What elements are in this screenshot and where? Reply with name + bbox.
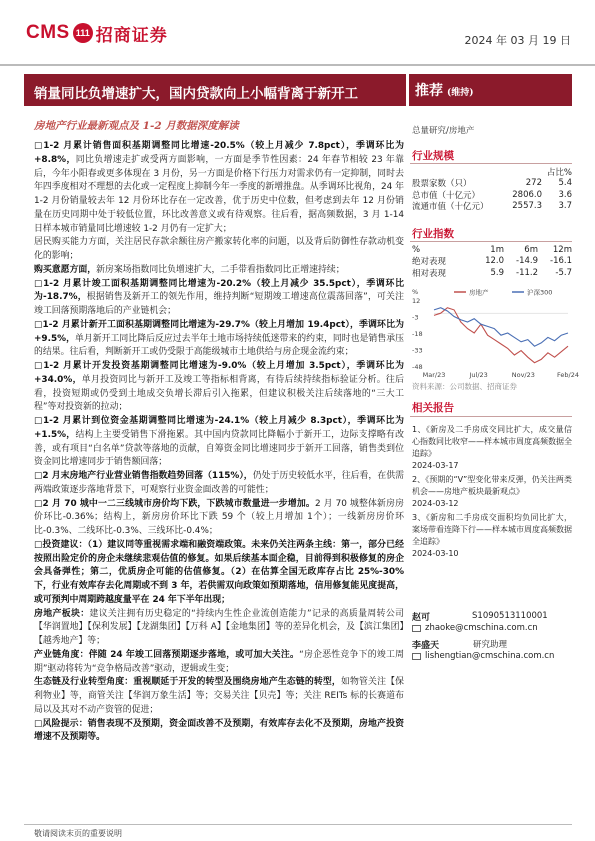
company-logo (26, 20, 168, 46)
x-tick-label: Nov/23 (511, 371, 535, 379)
rating-sub: (维持) (447, 88, 474, 98)
paragraph-text: 单月新开工同比降后反应过去半年土地市场持续低迷带来的约束，同时也是销售承压的结果。往后看，判断新开工或仍受限于高能级城市土地供给与房企现金流约束； (34, 333, 404, 358)
paragraph-lead: □1-2 月累计到位资金基期调整同比增速为-24.1%（较上月减少 8.3pct），季调环比为+1.5%， (34, 416, 404, 440)
related-report[interactable]: 2、《预期的“V”型变化带来反弹，仍关注两类机会——房地产板块最新观点》 2024-03-12 (412, 475, 572, 508)
footer-note: 敬请阅读末页的重要说明 (34, 829, 122, 838)
logo-en: CMS (26, 22, 70, 43)
body-paragraph (34, 360, 404, 415)
index-chart (410, 284, 579, 380)
paragraph-lead: □2 月 70 城中一二三线城市房价均下跌，下跌城市数量进一步增加。 (34, 498, 315, 509)
body-paragraph (34, 498, 404, 539)
table-row: 相对表现 5.9 -11.2 -5.7 (412, 267, 572, 279)
report-date: 2024 年 03 月 19 日 (464, 34, 571, 47)
paragraph-lead: 购买意愿方面， (34, 264, 97, 275)
y-tick-label: -48 (412, 363, 423, 371)
paragraph-text: 建议关注拥有历史稳定的“持续内生性企业流创造能力”记录的高质量周转公司【华润置地】【保利发展】【龙湖集团】【万科 A】【金地集团】等的差异化机会，及【滨江集团】【越秀地产】等； (34, 608, 404, 646)
body-paragraph (34, 676, 404, 717)
report-subtitle: 房地产行业最新观点及 1-2 月数据深度解读 (34, 120, 239, 132)
category-label: 总量研究/房地产 (412, 126, 475, 136)
series-line-1 (434, 308, 568, 347)
paragraph-lead: □1-2 月累计开发投资基期调整同比增速为-9.0%（较上月增加 3.5pct），季调环比为+34.0%， (34, 361, 404, 385)
industry-index-table: % 1m 6m 12m 绝对表现 12.0 -14.9 -16.1 相对表现 5.9 -11.2 -5.7 (412, 244, 572, 279)
body-paragraph (34, 236, 404, 264)
x-tick-label: Feb/24 (557, 371, 579, 379)
paragraph-text: 居民购买能力方面，关注居民存款余额往房产搬家转化率的问题，以及背后防御性存款动机变化的影响； (34, 237, 404, 261)
industry-scale-title: 行业规模 (412, 150, 454, 162)
header-divider (0, 64, 595, 66)
related-report[interactable]: 3、《新房和二手房成交面积均负同比扩大，案场带看连降下行——样本城市周度高频数据全追踪》 2024-03-10 (412, 513, 572, 558)
pct-header: 占比% (546, 167, 572, 178)
y-tick-label: -33 (412, 346, 423, 355)
table-row: 股票家数（只） 272 5.4 (412, 178, 572, 190)
body-paragraph (34, 608, 404, 649)
report-body (34, 140, 404, 745)
logo-cn: 招商证券 (95, 25, 168, 46)
mail-icon (412, 653, 421, 660)
y-tick-label: % (412, 288, 419, 296)
paragraph-lead: 生态链及行业转型角度：重视顺延于开发的转型及围绕房地产生态链的转型， (34, 677, 341, 688)
paragraph-lead: □1-2 月累计竣工面积基期调整同比增速为-20.2%（较上月减少 35.5pct），季调环比为-18.7%， (34, 278, 404, 303)
paragraph-text: 2 月 70 城整体新房房价环比-0.36%；结构上，新房房价环比下跌 59 个（较上月增加 1个）；一线新房房价环比-0.3%、二线环比-0.3%、三线环比-0.4%； (34, 498, 404, 536)
paragraph-text: 同比负增速走扩或受两方面影响，一方面是季节性因素：24 年春节相较 23 年靠后，今年小阳春或更多体现在 3 月份，另一方面是价格下行压力对需求仍有一定抑制，同时去年四季度相对不理想的去化或一定程度上抑制今年一季度的新增推盘。从季调环比视角，24 年 1-2 月份销量较去年 12 月份环比存在一定改善，优于历史中位数，但考虑到去年 12 月份销量在历史同期中处于较低位置，环比改善意义或有待观察。往后看，据高频数据，3 月 1-14 日样本城市销量同比增速较 1-2 月仍有一定扩大； (34, 154, 405, 234)
x-tick-label: Jul/23 (469, 371, 488, 379)
analyst-email[interactable]: lishengtian@cmschina.com.cn (412, 650, 572, 662)
analyst-row: 李盛天 研究助理 (412, 640, 508, 651)
analyst-email[interactable]: zhaoke@cmschina.com.cn (412, 622, 572, 634)
paragraph-lead: 房地产板块： (34, 608, 90, 619)
related-reports-title: 相关报告 (412, 402, 454, 414)
paragraph-text: 结构上主要受销售下滑拖累。其中国内贷款同比降幅小于新开工，边际支撑略有改善，或有项目“白名单”贷款等落地的贡献，自筹资金同比增速同步于新开工回落，销售类到位资金同比增速同步于销售额回落； (34, 429, 404, 468)
paragraph-text: “房企恶性竞争下的竣工周期”驱动将转为“竞争格局改善”驱动，逻辑或生变； (34, 649, 404, 674)
industry-index-title: 行业指数 (412, 228, 454, 240)
body-paragraph (34, 470, 404, 498)
body-paragraph (34, 278, 404, 319)
body-paragraph (34, 319, 404, 360)
body-paragraph (34, 649, 404, 677)
body-paragraph (34, 718, 404, 746)
body-paragraph (34, 140, 404, 236)
related-reports-list (412, 424, 572, 562)
analyst-row: 赵可 S1090513110001 (412, 611, 548, 623)
paragraph-text: 单月投资同比与新开工及竣工等指标相背离，有待后续持续指标验证分析。往后看，投资短期或仍受到土地成交负增长滞后引入拖累，但建议积极关注后续落地的“三大工程”等对投资新的拉动； (34, 374, 405, 413)
analysts-block (412, 610, 572, 662)
table-row: 总市值（十亿元） 2806.0 3.6 (412, 189, 572, 201)
report-title: 销量同比负增速扩大，国内贷款向上小幅背离于新开工 (24, 74, 406, 106)
divider (410, 416, 572, 417)
footer-divider (24, 824, 572, 825)
legend-label: 房地产 (469, 288, 489, 297)
body-paragraph (34, 415, 404, 470)
logo-badge-icon: 111 (73, 23, 93, 43)
related-report[interactable]: 1、《新房及二手房成交同比扩大，成交量信心指数同比收窄——样本城市周度高频数据全追踪》 2024-03-17 (412, 425, 572, 470)
paragraph-lead: □2 月末房地产行业营业销售指数趋势回落（115%）， (34, 471, 253, 481)
rating-main: 推荐 (415, 83, 443, 99)
table-row: 流通市值（十亿元） 2557.3 3.7 (412, 201, 572, 213)
legend-label: 沪深300 (527, 288, 553, 297)
table-row: 绝对表现 12.0 -14.9 -16.1 (412, 256, 572, 268)
body-paragraph (34, 539, 404, 608)
x-tick-label: Mar/23 (422, 371, 446, 379)
y-tick-label: 12 (412, 297, 421, 305)
chart-source: 资料来源：公司数据、招商证券 (412, 382, 517, 391)
y-tick-label: -3 (412, 313, 419, 322)
rating-box (409, 74, 572, 106)
divider (410, 163, 572, 164)
paragraph-text: 根据销售及新开工的领先作用，维持判断“短期竣工增速高位震荡回落”，可关注竣工回落预期落地后的产业链机会； (34, 292, 404, 316)
industry-scale-table (412, 166, 572, 212)
paragraph-lead: □投资建议：（1）建议同等重视需求端和融资端政策。未来仍关注两条主线：第一，部分已经按照出险定价的房企未继续悲观估值的修复。如果后续基本面企稳，目前得到积极修复的房企会具备弹性；第二，优质房企可能的估值修复。（2）在估算全国无政库存占比 25%-30%下，行业有效库存去化周期或不到 3 年，若供需双向政策如预期落地，信用修复能见度提高，或可预判中周期跨越度量平在 24 年下半年出现； (34, 539, 404, 605)
paragraph-lead: □风险提示：销售表现不及预期，资金面改善不及预期，有效库存去化不及预期，房地产投资增速不及预期等。 (34, 718, 404, 743)
y-tick-label: -18 (412, 330, 423, 338)
divider (410, 241, 572, 242)
paragraph-lead: 产业链角度：伴随 24 年竣工回落预期逐步落地，或可加大关注。 (34, 649, 300, 660)
paragraph-lead: □1-2 月累计销售面积基期调整同比增速-20.5%（较上月减少 7.8pct），季调环比为+8.8%， (34, 141, 404, 165)
paragraph-lead: □1-2 月累计新开工面积基期调整同比增速为-29.7%（较上月增加 19.4pct），季调环比为+9.5%， (34, 319, 404, 344)
mail-icon (412, 625, 421, 632)
body-paragraph (34, 264, 404, 278)
paragraph-text: 新房案场指数同比负增速扩大，二手带看指数同比正增速持续； (96, 264, 345, 275)
paragraph-text: 仍处于历史较低水平，往后看，在供需两端政策逐步落地背景下，可观察行业资金面改善的可能性； (34, 471, 405, 495)
paragraph-text: 如物管关注【保利物业】等，商管关注【华润万象生活】等；交易关注【贝壳】等；关注 REITs 标的长赛道布局以及其对不动产资管的促进； (34, 677, 404, 715)
